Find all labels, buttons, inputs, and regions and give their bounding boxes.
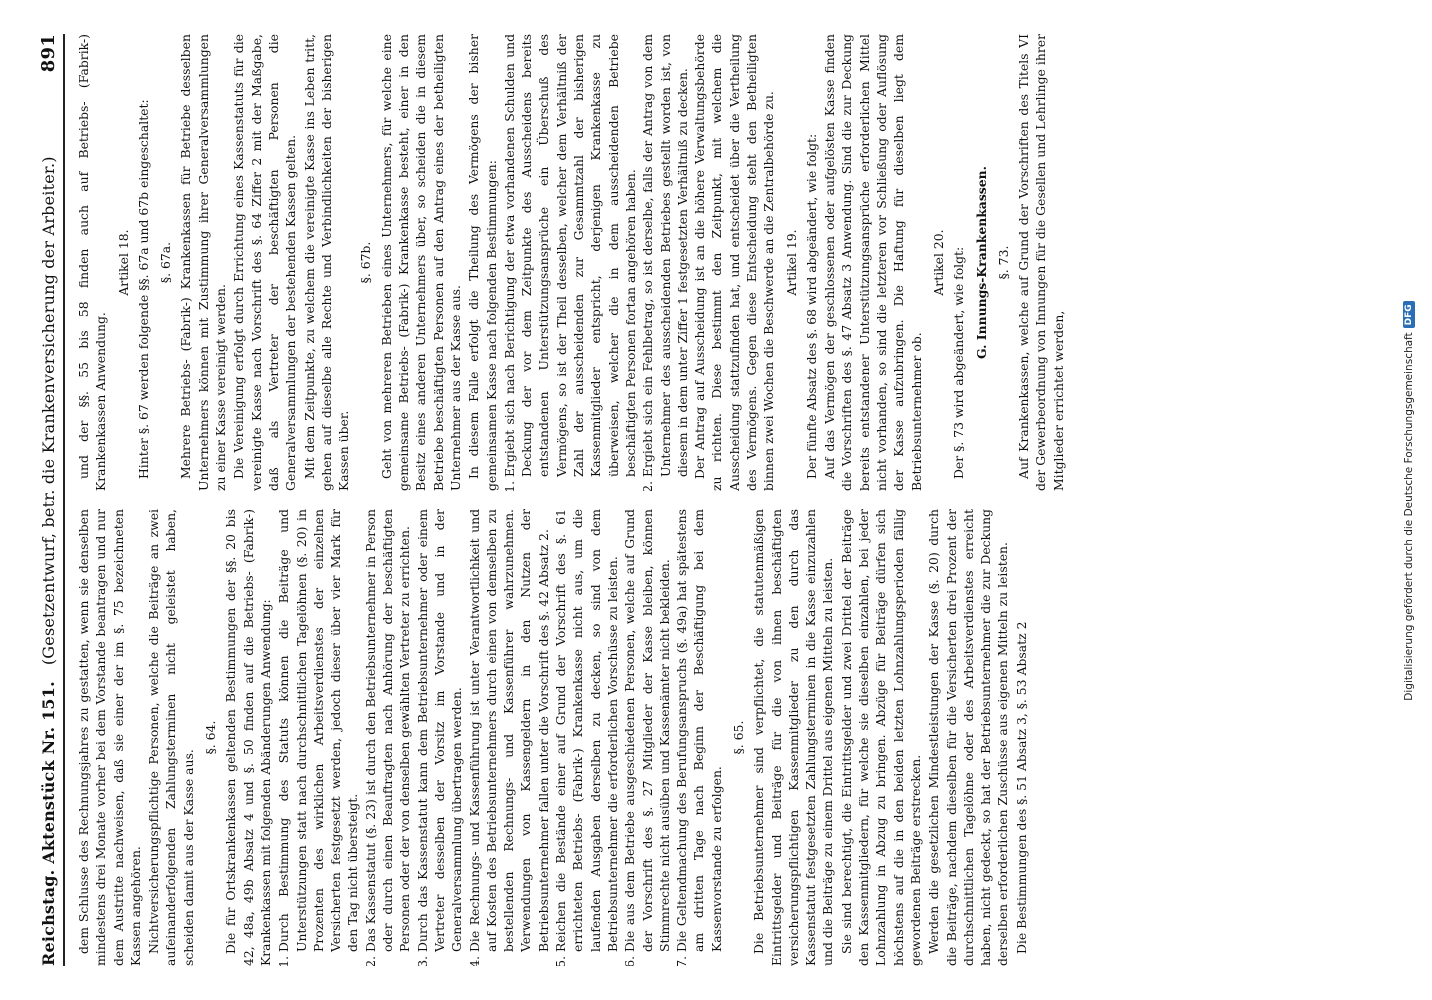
paragraph: Der §. 73 wird abgeändert, wie folgt:	[951, 246, 967, 479]
paragraph: Geht von mehreren Betrieben eines Unternehmers, für welche eine gemeinsame Betriebs- (Fabrik-) Krankenkasse besteht, einer in den Besitz eines anderen Unternehmers über, so scheiden die in diesem Betriebe beschäftigten Personen auf den Antrag eines der betheiligten Unternehmer aus der Kasse aus.	[378, 34, 463, 491]
paragraph: Die Vereinigung erfolgt durch Errichtung eines Kassenstatuts für die vereinigte Kasse nach Vorschrift des §. 64 Ziffer 2 mit der Maßgabe, daß als Vertreter der beschäftigten Personen die Generalversammlungen der bestehenden Kassen gelten.	[231, 34, 299, 491]
numbered-list	[501, 34, 691, 491]
credit-text: Digitalisierung gefördert durch die Deutsche Forschungsgemeinschaft	[1403, 332, 1415, 701]
header-source: Reichstag. Aktenstück Nr. 151.	[39, 681, 58, 966]
paragraph: und der §§. 55 bis 58 finden auch auf Betriebs- (Fabrik-) Krankenkassen Anwendung.	[76, 34, 109, 491]
numbered-list	[275, 509, 725, 966]
paragraph: dem Schlusse des Rechnungsjahres zu gestatten, wenn sie denselben mindestens drei Monate vorher bei dem Vorstande beantragen und nur dem Austritte nachweisen, daß sie einer der im §. 75 bezeichneten Kassen angehören.	[76, 509, 143, 966]
paragraph: Die Bestimmungen des §. 51 Absatz 3, §. 53 Absatz 2	[1013, 621, 1029, 954]
list-item: 1. Ergiebt sich nach Berichtigung der etwa vorhandenen Schulden und Deckung der vor dem Zeitpunkte des Ausscheidens bereits entstandenen Unterstützungsansprüche ein Überschuß des Vermögens, so ist der Theil desselben, welcher dem Verhältniß der Zahl der ausscheidenden zur Gesammtzahl der bisherigen Kassenmitglieder entspricht, derjenigen Krankenkasse zu überweisen, welcher die in dem ausscheidenden Betriebe beschäftigten Personen fortan angehören haben.	[501, 34, 639, 477]
paragraph: Der Antrag auf Ausscheidung ist an die höhere Verwaltungsbehörde zu richten. Diese bestimmt den Zeitpunkt, mit welchem die Ausscheidung stattzufinden hat, und entscheidet über die Vertheilung des Vermögens. Gegen diese Entscheidung steht den Betheiligten binnen zwei Wochen die Beschwerde an die Zentralbehörde zu.	[692, 34, 777, 491]
list-item: 5. Reichen die Bestände einer auf Grund der Vorschrift des §. 61 errichteten Betriebs- (Fabrik-) Krankenkasse nicht aus, um die laufenden Ausgaben derselben zu decken, so sind von dem Betriebsunternehmer die erforderlichen Vorschüsse zu leisten.	[552, 509, 621, 952]
paragraph: Der fünfte Absatz des §. 68 wird abgeändert, wie folgt:	[803, 133, 819, 479]
paragraph: Die Betriebsunternehmer sind verpflichtet, die statutenmäßigen Eintrittsgelder und Beiträge für die von ihnen beschäftigten versicherungspflichtigen Kassenmitglieder zu den durch das Kassenstatut festgesetzten Zahlungsterminen in die Kasse einzuzahlen und die Beiträge zu einem Drittel aus eigenen Mitteln zu leisten.	[751, 509, 836, 966]
document-page	[20, 20, 1420, 980]
running-header	[38, 34, 65, 966]
paragraph: Hinter §. 67 werden folgende §§. 67a und 67b eingeschaltet:	[135, 99, 151, 479]
article-heading: Artikel 20.	[930, 229, 946, 296]
list-item: 7. Die Geltendmachung des Berufungsanspruchs (§. 49a) hat spätestens am dritten Tage nach Beginn der Beschäftigung bei dem Kassenvorstande zu erfolgen.	[673, 509, 725, 952]
left-column	[75, 509, 1405, 966]
paragraph: Auf Krankenkassen, welche auf Grund der Vorschriften des Titels VI der Gewerbeordnung von Innungen für die Gesellen und Lehrlinge ihrer Mitglieder errichtet werden,	[1016, 34, 1066, 491]
paragraph: Mehrere Betriebs- (Fabrik-) Krankenkassen für Betriebe desselben Unternehmers können mit Zustimmung ihrer Generalversammlungen zu einer Kasse vereinigt werden.	[178, 34, 229, 491]
section-heading: §. 73.	[995, 245, 1011, 280]
paragraph: Mit dem Zeitpunkte, zu welchem die vereinigte Kasse ins Leben tritt, gehen auf dieselbe alle Rechte und Verbindlichkeiten der bisherigen Kassen über.	[301, 34, 352, 491]
paragraph: Die für Ortskrankenkassen geltenden Bestimmungen der §§. 20 bis 42, 48a, 49b Absatz 4 und §. 50 finden auf die Betriebs- (Fabrik-) Krankenkassen mit folgenden Abänderungen Anwendung:	[223, 509, 273, 966]
section-heading: §. 67b.	[358, 241, 374, 284]
article-heading: Artikel 19.	[783, 229, 799, 296]
header-title: (Gesetzentwurf, betr. die Krankenversicherung der Arbeiter.)	[39, 156, 58, 666]
paragraph: Nichtversicherungspflichtige Personen, welche die Beiträge an zwei aufeinanderfolgenden Zahlungsterminen nicht geleistet haben, scheiden damit aus der Kasse aus.	[146, 509, 196, 966]
paragraph: Werden die gesetzlichen Mindestleistungen der Kasse (§. 20) durch die Beiträge, nachdem dieselben für die Versicherten drei Prozent der durchschnittlichen Tagelöhne oder des Arbeitsverdienstes erreicht haben, nicht gedeckt, so hat der Betriebsunternehmer die zur Deckung derselben erforderlichen Zuschüsse aus eigenen Mitteln zu leisten.	[926, 509, 1011, 966]
chapter-heading: G. Innungs-Krankenkassen.	[973, 166, 989, 359]
paragraph: Sie sind berechtigt, die Eintrittsgelder und zwei Drittel der Beiträge den Kassenmitgliedern, für welche sie dieselben einzahlen, bei jeder Lohnzahlung in Abzug zu bringen. Abzüge für Beiträge dürfen sich höchstens auf die in den beiden letzten Lohnzahlungsperioden fällig gewordenen Beiträge erstrecken.	[838, 509, 923, 966]
dfg-logo: DFG	[1403, 301, 1415, 328]
digitization-credit	[1398, 20, 1420, 980]
paragraph: In diesem Falle erfolgt die Theilung des Vermögens der bisher gemeinsamen Kasse nach folgenden Bestimmungen:	[466, 34, 499, 491]
list-item: 4. Die Rechnungs- und Kassenführung ist unter Verantwortlichkeit und auf Kosten des Betriebsunternehmers durch einen von demselben zu bestellenden Rechnungs- und Kassenführer wahrzunehmen. Verwendungen von Kassengeldern in den Nutzen der Betriebsunternehmer fallen unter die Vorschrift des §. 42 Absatz 2.	[466, 509, 552, 952]
list-item: 3. Durch das Kassenstatut kann dem Betriebsunternehmer oder einem Vertreter desselben der Vorsitz im Vorstande und in der Generalversammlung übertragen werden.	[414, 509, 466, 952]
paragraph: Auf das Vermögen der geschlossenen oder aufgelösten Kasse finden die Vorschriften des §. 47 Absatz 3 Anwendung. Sind die zur Deckung bereits entstandener Unterstützungsansprüche erforderlichen Mittel nicht vorhanden, so sind die letzteren vor Schließung oder Auflösung der Kasse aufzubringen. Die Haftung für dieselben liegt dem Betriebsunternehmer ob.	[822, 34, 924, 491]
section-heading: §. 67a.	[158, 241, 174, 284]
list-item: 1. Durch Bestimmung des Statuts können die Beiträge und Unterstützungen statt nach durchschnittlichen Tagelöhnen (§. 20) in Prozenten des wirklichen Arbeitsverdienstes der einzelnen Versicherten festgesetzt werden, jedoch dieser über vier Mark für den Tag nicht übersteigt.	[275, 509, 361, 952]
section-heading: §. 64.	[203, 720, 219, 755]
page-number: 891	[38, 34, 59, 73]
list-item: 2. Das Kassenstatut (§. 23) ist durch den Betriebsunternehmer in Person oder durch einen Beauftragten nach Anhörung der beschäftigten Personen oder der von denselben gewählten Vertreter zu errichten.	[362, 509, 414, 952]
list-item: 6. Die aus dem Betriebe ausgeschiedenen Personen, welche auf Grund der Vorschrift des §. 27 Mitglieder der Kasse bleiben, können Stimmrechte nicht ausüben und Kassenämter nicht bekleiden.	[621, 509, 673, 952]
article-heading: Artikel 18.	[115, 229, 131, 296]
text-columns	[75, 34, 1405, 966]
right-column	[75, 34, 1405, 491]
list-item: 2. Ergiebt sich ein Fehlbetrag, so ist derselbe, falls der Antrag von dem Unternehmer des ausscheidenden Betriebes gestellt worden ist, von diesem in dem unter Ziffer 1 festgesetzten Verhältniß zu decken.	[639, 34, 691, 477]
section-heading: §. 65.	[730, 720, 746, 755]
